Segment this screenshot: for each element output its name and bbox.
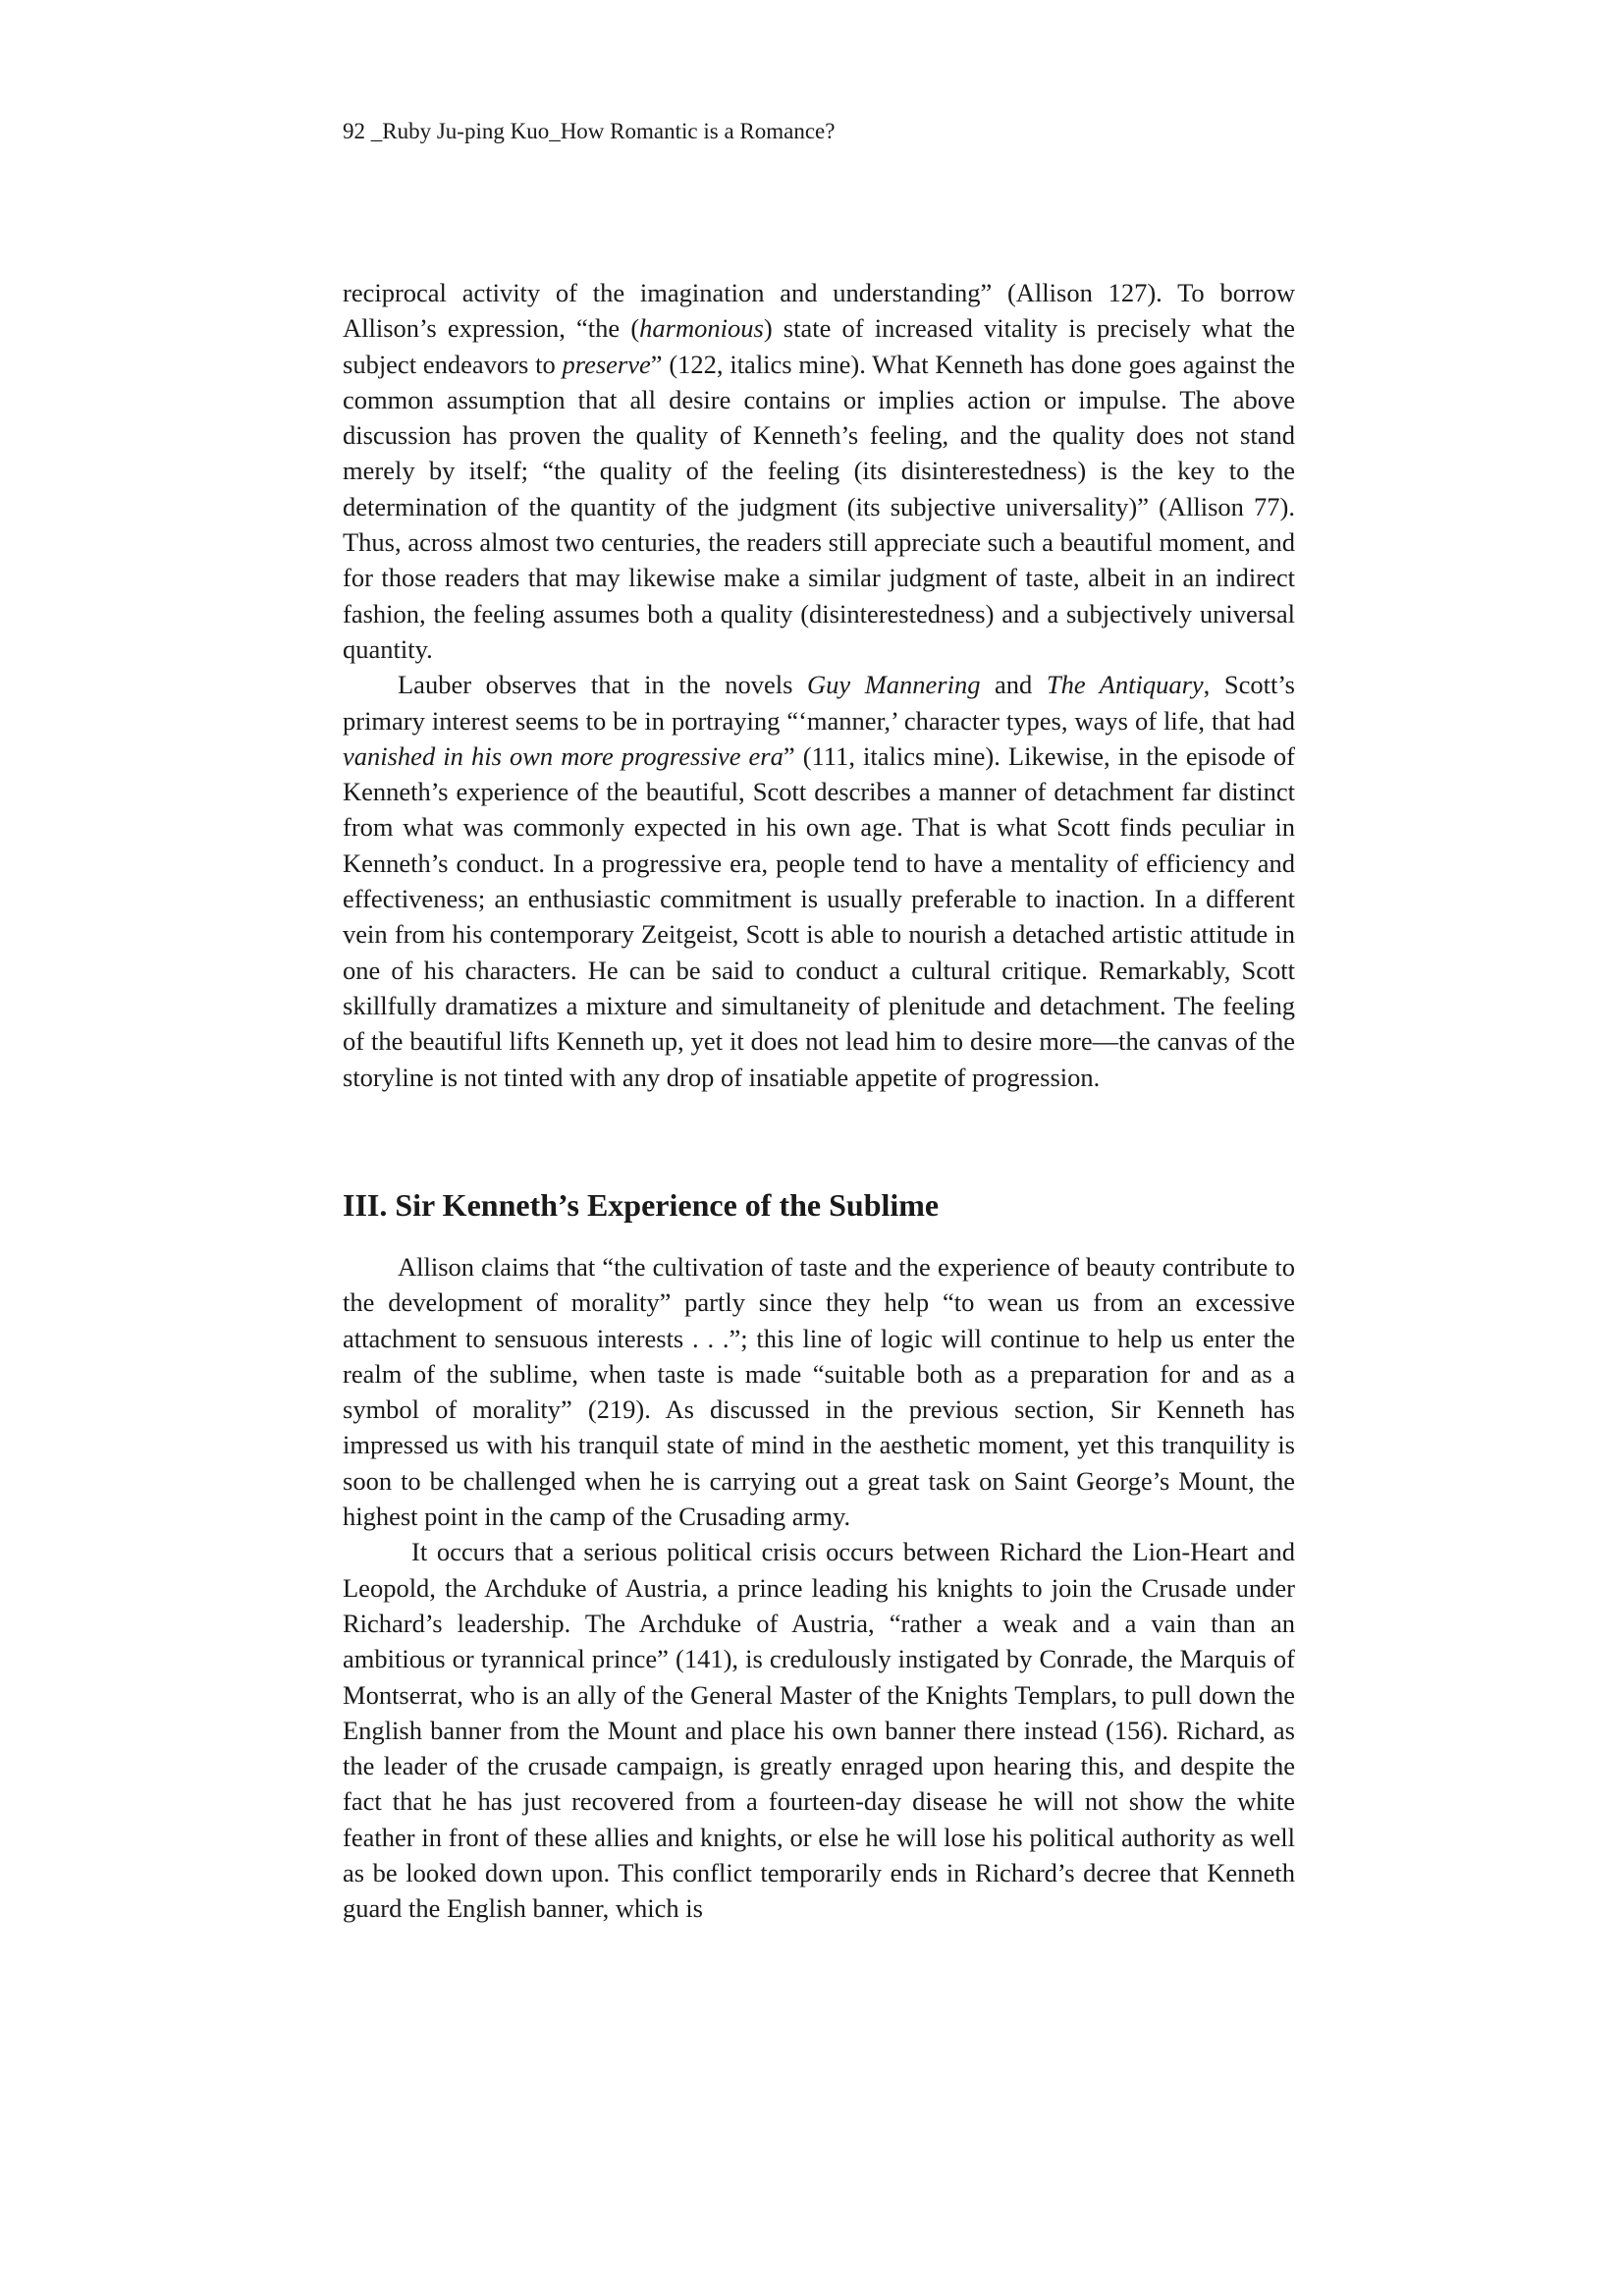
paragraph-allison-harmonious: [343, 275, 1295, 667]
italic-title: Guy Mannering: [807, 670, 981, 700]
running-head: 92 _Ruby Ju-ping Kuo_How Romantic is a Romance?: [343, 119, 836, 143]
paragraph-lauber: [343, 667, 1295, 1095]
paragraph-text: ) state of increased vitality is precisely what the subject endeavors to: [343, 313, 1296, 379]
italic-term: harmonious: [639, 313, 764, 344]
paragraph-text: ” (111, italics mine). Likewise, in the episode of Kenneth’s experience of the beautiful, Scott describes a manner of detachment far distinct from what was commonly expected in his own age. That is what Scott finds peculiar in Kenneth’s conduct. In a progressive era, people tend to have a mentality of efficiency and effectiveness; an enthusiastic commitment is usually preferable to inaction. In a different vein from his contemporary Zeitgeist, Scott is able to nourish a detached artistic attitude in one of his characters. He can be said to conduct a cultural critique. Remarkably, Scott skillfully dramatizes a mixture and simultaneity of plenitude and detachment. The feeling of the beautiful lifts Kenneth up, yet it does not lead him to desire more—the canvas of the storyline is not tinted with any drop of insatiable appetite of progression.: [343, 740, 1295, 1092]
italic-term: preserve: [562, 349, 651, 379]
text-block-part-iii: [343, 1249, 1295, 1927]
paragraph-text: and: [980, 670, 1047, 700]
paragraph-text: reciprocal activity of the imagination and understanding” (Allison 127). To borrow Allison’s expression, “the (: [343, 278, 1295, 344]
italic-title: The Antiquary: [1046, 670, 1204, 700]
paragraph-text: , Scott’s primary interest seems to be in portraying “‘manner,’ character types, ways of life, that had: [343, 670, 1295, 736]
section-heading: III. Sir Kenneth’s Experience of the Sublime: [343, 1187, 940, 1223]
paragraph-text: ” (122, italics mine). What Kenneth has done goes against the common assumption that all desire contains or implies action or impulse. The above discussion has proven the quality of Kenneth’s feeling, and the quality does not stand merely by itself; “the quality of the feeling (its disinterestedness) is the key to the determination of the quantity of the judgment (its subjective universality)” (Allison 77). Thus, across almost two centuries, the readers still appreciate such a beautiful moment, and for those readers that may likewise make a similar judgment of taste, albeit in an indirect fashion, the feeling assumes both a quality (disinterestedness) and a subjectively universal quantity.: [343, 349, 1295, 664]
paragraph-text: Lauber observes that in the novels: [398, 670, 807, 700]
paragraph-allison-cultivation: Allison claims that “the cultivation of taste and the experience of beauty contribute to the development of morality” partly since they help “to wean us from an excessive attachment to sensuous interests . . .”; this line of logic will continue to help us enter the realm of the sublime, when taste is made “suitable both as a preparation for and as a symbol of morality” (219). As discussed in the previous section, Sir Kenneth has impressed us with his tranquil state of mind in the aesthetic moment, yet this tranquility is soon to be challenged when he is carrying out a great task on Saint George’s Mount, the highest point in the camp of the Crusading army.: [343, 1252, 1295, 1532]
paragraph-political-crisis: It occurs that a serious political crisis occurs between Richard the Lion-Heart and Leopold, the Archduke of Austria, a prince leading his knights to join the Crusade under Richard’s leadership. The Archduke of Austria, “rather a weak and a vain than an ambitious or tyrannical prince” (141), is credulously instigated by Conrade, the Marquis of Montserrat, who is an ally of the General Master of the Knights Templars, to pull down the English banner from the Mount and place his own banner there instead (156). Richard, as the leader of the crusade campaign, is greatly enraged upon hearing this, and despite the fact that he has just recovered from a fourteen-day disease he will not show the white feather in front of these allies and knights, or else he will lose his political authority as well as be looked down upon. This conflict temporarily ends in Richard’s decree that Kenneth guard the English banner, which is: [343, 1537, 1295, 1924]
italic-quote: vanished in his own more progressive era: [343, 740, 784, 771]
text-block-part-ii-end: [343, 275, 1295, 1095]
